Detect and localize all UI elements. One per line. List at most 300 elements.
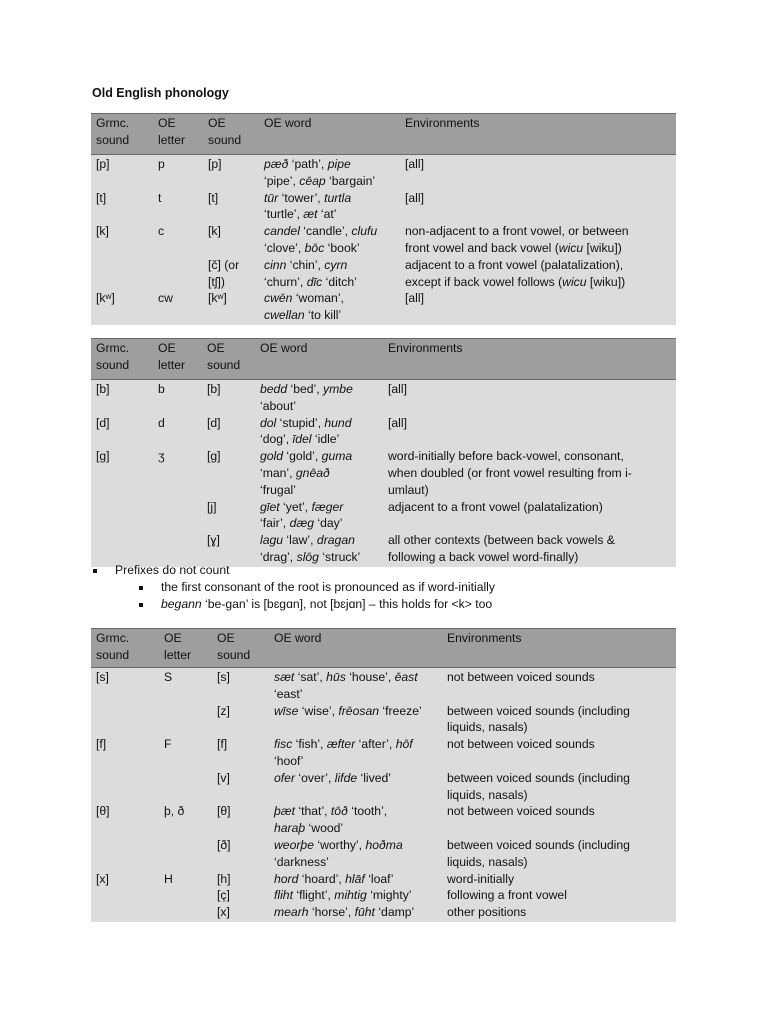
note-level2-item <box>91 579 676 596</box>
gloss-text: ‘struck’ <box>318 549 361 564</box>
environment-cell <box>405 223 629 257</box>
cell-line: [all] <box>405 157 424 171</box>
gloss-text: ‘dog’, <box>260 432 293 447</box>
word-cell <box>260 499 343 533</box>
cell-line: other positions <box>447 905 527 920</box>
oe-word: lifde <box>334 770 358 785</box>
gloss-text: ‘at’ <box>317 207 337 222</box>
gloss-text: ‘lived’ <box>357 770 391 785</box>
column-header <box>96 115 129 149</box>
oe-word: cinn <box>264 257 287 272</box>
sound-cell <box>207 448 221 465</box>
cell-line: letter <box>164 647 192 662</box>
page-title: Old English phonology <box>92 86 229 100</box>
cell-line: t <box>158 190 162 205</box>
grmc-cell <box>96 448 110 465</box>
cell-line: liquids, nasals) <box>447 854 528 869</box>
gloss-text: ‘man’, <box>260 465 296 480</box>
cell-line: liquids, nasals) <box>447 787 528 802</box>
sound-cell <box>208 290 227 307</box>
gloss-text: ‘fair’, <box>260 516 290 531</box>
cell-line: [k] <box>208 224 221 239</box>
note-level2-item <box>91 596 676 613</box>
oe-word: sæt <box>274 670 295 684</box>
cell-line: [θ] <box>217 804 231 819</box>
cell-line: sound <box>217 647 251 662</box>
grmc-cell <box>96 381 110 398</box>
cell-line: c <box>158 224 165 239</box>
environment-cell <box>447 904 526 921</box>
cell-line: Grmc. <box>96 116 130 130</box>
table-row <box>91 289 676 323</box>
gloss-text: except if back vowel follows ( <box>405 274 563 289</box>
oe-word: gnēað <box>295 465 330 480</box>
gloss-text: front vowel and back vowel ( <box>405 240 559 255</box>
letter-cell <box>164 736 171 753</box>
sound-cell <box>207 415 221 432</box>
column-header <box>388 340 463 357</box>
oe-word: clufu <box>351 224 378 239</box>
cell-line: [all] <box>405 190 424 205</box>
grmc-cell <box>96 190 106 207</box>
oe-word: ēast <box>394 670 418 684</box>
column-header <box>96 630 129 664</box>
gloss-text: ‘over’, <box>295 770 335 785</box>
oe-word: bedd <box>260 382 288 396</box>
gloss-text: [wiku]) <box>586 274 626 289</box>
gloss-text: ‘day’ <box>313 516 343 531</box>
oe-word: begann <box>161 597 202 611</box>
gloss-text: adjacent to a front vowel (palatalization), <box>405 257 624 272</box>
word-cell <box>274 669 418 703</box>
cell-line: between voiced sounds (including <box>447 770 630 785</box>
word-cell <box>264 190 351 224</box>
oe-word: guma <box>321 449 353 464</box>
cell-line: [p] <box>96 157 110 171</box>
table-header <box>91 339 676 380</box>
cell-line: S <box>164 670 173 684</box>
oe-word: candel <box>264 224 300 239</box>
letter-cell <box>158 290 173 307</box>
table-row <box>91 903 676 920</box>
cell-line: OE word <box>274 631 322 645</box>
gloss-text: ‘path’, <box>288 157 328 171</box>
gloss-text: ‘house’, <box>345 670 395 684</box>
gloss-text: ‘mighty’ <box>366 888 412 903</box>
column-header <box>405 115 480 132</box>
table-header <box>91 114 676 155</box>
oe-word: cyrn <box>324 257 348 272</box>
column-header <box>158 115 185 149</box>
oe-word: wīse <box>274 703 299 718</box>
cell-line: [d] <box>96 415 110 430</box>
gloss-text: ‘hoard’, <box>298 871 346 886</box>
cell-line: F <box>164 737 172 752</box>
cell-line: [g] <box>207 449 221 464</box>
gloss-text: ‘idle’ <box>311 432 340 447</box>
environment-cell <box>405 190 424 207</box>
oe-word: dragan <box>316 533 355 548</box>
oe-word: dol <box>260 415 277 430</box>
cell-line: [x] <box>217 905 230 920</box>
cell-line: [ç] <box>217 888 230 903</box>
letter-cell <box>158 223 164 240</box>
table-row <box>91 498 676 532</box>
oe-word: haraþ <box>274 821 306 836</box>
gloss-text: ‘damp’ <box>374 905 415 920</box>
table-row <box>91 414 676 448</box>
note-level1 <box>91 562 676 579</box>
oe-word: lagu <box>260 533 284 548</box>
gloss-text: ‘clove’, <box>264 240 305 255</box>
environment-cell <box>447 736 595 753</box>
word-cell <box>274 904 414 921</box>
word-cell <box>264 290 344 324</box>
cell-line: [g] <box>96 449 110 464</box>
oe-word: ofer <box>274 770 296 785</box>
cell-line: Environments <box>388 341 463 355</box>
column-header <box>164 630 191 664</box>
bullet-square-icon <box>139 603 143 607</box>
table-row <box>91 735 676 769</box>
oe-word: tōð <box>330 804 348 819</box>
cell-line: OE <box>158 341 176 355</box>
table-row <box>91 836 676 870</box>
table-row <box>91 668 676 702</box>
sound-cell <box>217 887 230 904</box>
sound-cell <box>207 499 216 516</box>
cell-line: not between voiced sounds <box>447 670 595 684</box>
sound-cell <box>207 381 221 398</box>
cell-line: [s] <box>217 670 230 684</box>
cell-line: [č] (or <box>208 257 240 272</box>
column-header <box>260 340 307 357</box>
cell-line: word-initially before back-vowel, consonant, <box>388 449 624 464</box>
cell-line: [p] <box>208 157 222 171</box>
environment-cell <box>447 703 630 737</box>
table-row <box>91 222 676 256</box>
oe-word: slōg <box>296 549 319 564</box>
gloss-text: the first consonant of the root is pronounced as if word-initially <box>161 580 495 594</box>
cell-line: sound <box>96 357 130 372</box>
table-row <box>91 769 676 803</box>
sound-cell <box>217 669 230 686</box>
oe-word: turtla <box>324 190 352 205</box>
sound-cell <box>208 156 222 173</box>
word-cell <box>260 381 353 415</box>
cell-line: Grmc. <box>96 631 130 645</box>
gloss-text: ‘loaf’ <box>364 871 394 886</box>
table-row <box>91 189 676 223</box>
phonology-table-voiceless-stops <box>91 113 676 325</box>
grmc-cell <box>96 736 106 753</box>
oe-word: fisc <box>274 737 293 752</box>
word-cell <box>274 703 422 720</box>
sound-cell <box>208 257 239 291</box>
gloss-text: ‘tooth’, <box>347 804 388 819</box>
gloss-text: ‘bargain’ <box>325 173 376 188</box>
table-row <box>91 380 676 414</box>
sound-cell <box>217 770 230 787</box>
grmc-cell <box>96 871 109 888</box>
oe-word: pæð <box>264 157 289 171</box>
cell-line: b <box>158 382 165 396</box>
oe-word: æt <box>303 207 318 222</box>
environment-cell <box>388 499 603 516</box>
cell-line: [d] <box>207 415 221 430</box>
table-row <box>91 870 676 887</box>
cell-line: umlaut) <box>388 482 429 497</box>
cell-line: sound <box>96 132 130 147</box>
word-cell <box>274 803 387 837</box>
cell-line: p <box>158 157 165 171</box>
table-row <box>91 256 676 290</box>
letter-cell <box>158 448 165 465</box>
environment-cell <box>388 381 407 398</box>
cell-line: [ð] <box>217 837 231 852</box>
oe-word: hūs <box>326 670 346 684</box>
environment-cell <box>405 290 424 307</box>
oe-word: hōf <box>395 737 413 752</box>
bullet-square-icon <box>93 569 97 573</box>
table-body <box>91 155 676 325</box>
cell-line: [f] <box>96 737 107 752</box>
cell-line: [v] <box>217 770 230 785</box>
gloss-text: ‘yet’, <box>279 499 312 514</box>
cell-line: [h] <box>217 871 231 886</box>
column-header <box>274 630 321 647</box>
word-cell <box>274 736 413 770</box>
oe-word: wicu <box>558 240 584 255</box>
sound-cell <box>217 736 227 753</box>
table-row <box>91 702 676 736</box>
gloss-text: ‘flight’, <box>292 888 335 903</box>
gloss-text: ‘fish’, <box>292 737 327 752</box>
oe-word: dæg <box>289 516 314 531</box>
gloss-text: ‘horse’, <box>308 905 355 920</box>
grmc-cell <box>96 669 109 686</box>
letter-cell <box>164 871 173 888</box>
sound-cell <box>217 837 231 854</box>
bullet-square-icon <box>139 586 143 590</box>
column-header <box>447 630 522 647</box>
oe-word: mearh <box>274 905 309 920</box>
gloss-text: ‘be-gan’ is [bɛɡɑn], not [bɛjɑn] – this holds for <k> too <box>201 597 493 611</box>
cell-line: [tʃ]) <box>208 274 225 289</box>
gloss-text: ‘about’ <box>260 398 296 413</box>
word-cell <box>260 448 352 498</box>
letter-cell <box>158 415 165 432</box>
environment-cell <box>447 887 567 904</box>
gloss-text: ‘stupid’, <box>276 415 325 430</box>
gloss-text: ‘drag’, <box>260 549 297 564</box>
cell-line: sound <box>208 132 242 147</box>
oe-word: fæger <box>311 499 344 514</box>
gloss-text: ‘after’, <box>355 737 396 752</box>
table-row <box>91 447 676 497</box>
cell-line: word-initially <box>447 871 515 886</box>
word-cell <box>264 223 377 257</box>
cell-line: between voiced sounds (including <box>447 837 630 852</box>
gloss-text: ‘law’, <box>283 533 317 548</box>
oe-word: fūht <box>354 905 375 920</box>
oe-word: fliht <box>274 888 293 903</box>
cell-line: [f] <box>217 737 228 752</box>
cell-line: following a front vowel <box>447 888 567 903</box>
cell-line: Environments <box>405 116 480 130</box>
cell-line: between voiced sounds (including <box>447 703 630 718</box>
cell-line: [b] <box>96 382 110 396</box>
note-text <box>161 580 495 594</box>
gloss-text: ‘pipe’, <box>264 173 300 188</box>
environment-cell <box>447 770 630 804</box>
word-cell <box>274 887 412 904</box>
letter-cell <box>164 669 172 686</box>
word-cell <box>274 837 403 871</box>
environment-cell <box>447 837 630 871</box>
letter-cell <box>158 381 165 398</box>
cell-line: H <box>164 871 173 886</box>
phonology-table-voiced-stops <box>91 338 676 567</box>
column-header <box>96 340 129 374</box>
word-cell <box>274 770 391 787</box>
cell-line: following a back vowel word-finally) <box>388 549 579 564</box>
environment-cell <box>388 532 615 566</box>
cell-line: OE word <box>264 116 312 130</box>
cell-line: sound <box>207 357 241 372</box>
cell-line: Environments <box>447 631 522 645</box>
cell-line: [j] <box>207 499 217 514</box>
cell-line: ʒ <box>158 449 165 464</box>
oe-word: cwellan <box>264 308 305 323</box>
gloss-text: ‘frugal’ <box>260 482 296 497</box>
cell-line: [kʷ] <box>96 291 115 306</box>
grmc-cell <box>96 803 110 820</box>
table-row <box>91 531 676 565</box>
grmc-cell <box>96 290 115 307</box>
sound-cell <box>217 703 230 720</box>
cell-line: Grmc. <box>96 341 130 355</box>
gloss-text: ‘woman’, <box>292 291 344 306</box>
cell-line: not between voiced sounds <box>447 804 595 819</box>
table-row <box>91 886 676 903</box>
word-cell <box>260 415 352 449</box>
gloss-text: ‘candle’, <box>299 224 352 239</box>
gloss-text: ‘ditch’ <box>322 274 357 289</box>
gloss-text: ‘darkness’ <box>274 854 329 869</box>
phonology-table-fricatives <box>91 628 676 922</box>
oe-word: gīet <box>260 499 280 514</box>
sound-cell <box>217 871 231 888</box>
sound-cell <box>217 803 231 820</box>
cell-line: [s] <box>96 670 109 684</box>
gloss-text: ‘hoof’ <box>274 753 304 768</box>
notes-list <box>91 562 676 613</box>
gloss-text: [wiku]) <box>583 240 622 255</box>
oe-word: hlāf <box>345 871 365 886</box>
cell-line: þ, ð <box>164 804 185 819</box>
column-header <box>217 630 250 664</box>
table-body <box>91 380 676 567</box>
oe-word: hund <box>324 415 352 430</box>
cell-line: [ɣ] <box>207 533 220 548</box>
oe-word: ymbe <box>323 382 353 396</box>
table-row <box>91 802 676 836</box>
gloss-text: ‘tower’, <box>278 190 325 205</box>
oe-word: mihtig <box>334 888 367 903</box>
gloss-text: ‘chin’, <box>286 257 325 272</box>
gloss-text: ‘bed’, <box>287 382 324 396</box>
word-cell <box>260 532 360 566</box>
cell-line: letter <box>158 132 186 147</box>
cell-line: OE <box>164 631 182 645</box>
cell-line: [x] <box>96 871 109 886</box>
letter-cell <box>158 190 161 207</box>
oe-word: þæt <box>274 804 296 819</box>
oe-word: wicu <box>562 274 587 289</box>
cell-line: not between voiced sounds <box>447 737 595 752</box>
cell-line: cw <box>158 291 173 306</box>
gloss-text: ‘wise’, <box>298 703 339 718</box>
oe-word: frēosan <box>338 703 380 718</box>
gloss-text: ‘sat’, <box>294 670 327 684</box>
environment-cell <box>388 448 632 498</box>
grmc-cell <box>96 415 110 432</box>
note-text <box>161 597 492 611</box>
cell-line: [b] <box>207 382 221 396</box>
cell-line: liquids, nasals) <box>447 720 528 735</box>
oe-word: æfter <box>326 737 356 752</box>
word-cell <box>264 156 375 190</box>
oe-word: bōc <box>304 240 325 255</box>
cell-line: [all] <box>388 382 407 396</box>
cell-line: OE <box>207 341 225 355</box>
oe-word: hoðma <box>365 837 403 852</box>
cell-line: when doubled (or front vowel resulting from i- <box>388 465 632 480</box>
cell-line: all other contexts (between back vowels & <box>388 533 615 548</box>
cell-line: OE <box>158 116 176 130</box>
cell-line: OE <box>208 116 226 130</box>
sound-cell <box>208 190 218 207</box>
environment-cell <box>405 156 424 173</box>
oe-word: cwēn <box>264 291 293 306</box>
cell-line: d <box>158 415 165 430</box>
cell-line: adjacent to a front vowel (palatalization) <box>388 499 603 514</box>
environment-cell <box>388 415 407 432</box>
oe-word: gold <box>260 449 284 464</box>
gloss-text: ‘turtle’, <box>264 207 304 222</box>
cell-line: [kʷ] <box>208 291 227 306</box>
sound-cell <box>217 904 230 921</box>
cell-line: sound <box>96 647 130 662</box>
cell-line: [k] <box>96 224 109 239</box>
cell-line: [t] <box>208 190 219 205</box>
gloss-text: ‘freeze’ <box>379 703 422 718</box>
cell-line: [z] <box>217 703 230 718</box>
sound-cell <box>207 532 220 549</box>
environment-cell <box>447 803 595 820</box>
letter-cell <box>164 803 184 820</box>
sound-cell <box>208 223 221 240</box>
grmc-cell <box>96 223 109 240</box>
oe-word: hord <box>274 871 299 886</box>
gloss-text: ‘wood’ <box>305 821 344 836</box>
cell-line: [θ] <box>96 804 110 819</box>
cell-line: [all] <box>388 415 407 430</box>
gloss-text: ‘gold’, <box>283 449 322 464</box>
gloss-text: ‘book’ <box>324 240 360 255</box>
table-header <box>91 629 676 668</box>
